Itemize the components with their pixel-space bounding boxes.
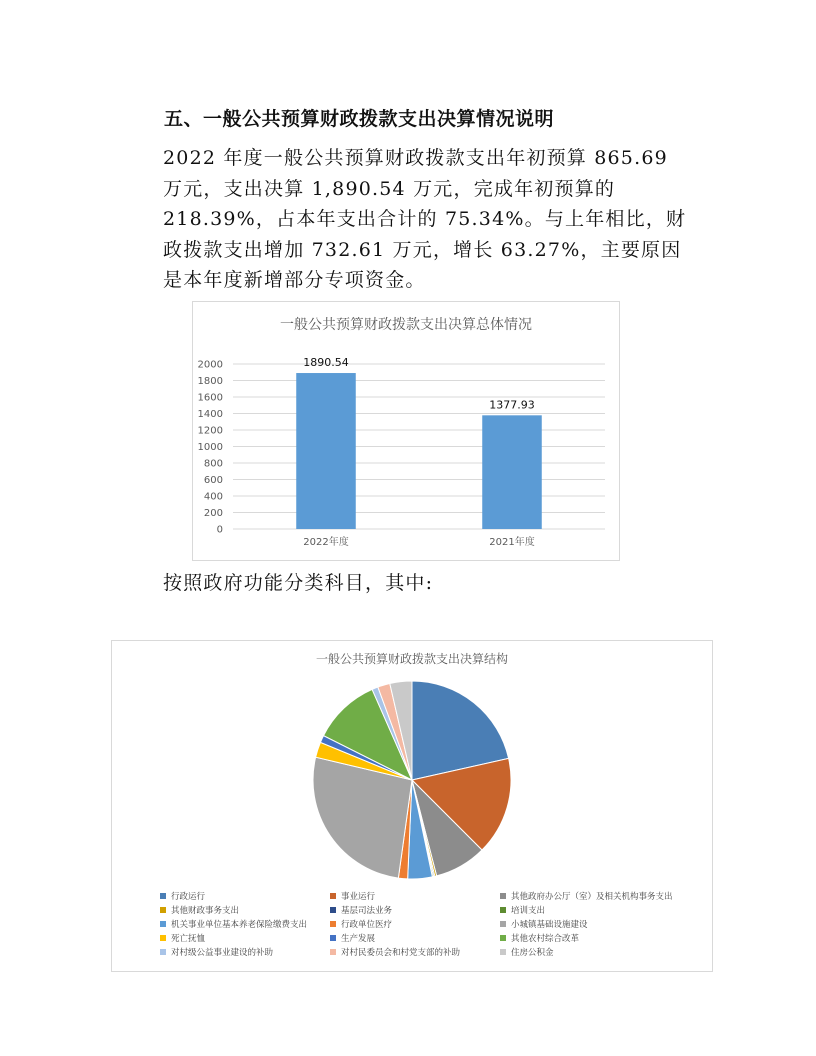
legend-item bbox=[160, 891, 206, 902]
legend-item bbox=[160, 947, 274, 958]
legend-item bbox=[330, 947, 461, 958]
legend-swatch bbox=[330, 949, 336, 955]
legend-item bbox=[160, 933, 206, 944]
bar-chart-title: 一般公共预算财政拨款支出决算总体情况 bbox=[280, 317, 532, 333]
x-tick-label: 2022年度 bbox=[303, 537, 349, 548]
legend-label: 基层司法业务 bbox=[341, 906, 393, 916]
legend-label: 培训支出 bbox=[511, 906, 546, 916]
y-tick-label: 1400 bbox=[197, 409, 223, 420]
paragraph-summary: 2022 年度一般公共预算财政拨款支出年初预算 865.69 万元，支出决算 1,890.54 万元，完成年初预算的 218.39%，占本年支出合计的 75.34%。与上年相比，财政拨款支出增加 732.61 万元，增长 63.27%，主要原因是本年度新增部分专项资金。 bbox=[163, 147, 687, 291]
legend-swatch bbox=[500, 949, 506, 955]
legend-swatch bbox=[500, 921, 506, 927]
y-tick-label: 600 bbox=[203, 475, 223, 486]
y-tick-label: 1000 bbox=[197, 442, 223, 453]
y-tick-label: 400 bbox=[203, 491, 223, 503]
y-tick-label: 800 bbox=[203, 458, 223, 470]
bar-chart bbox=[193, 302, 619, 560]
legend-item bbox=[500, 947, 554, 958]
y-tick-label: 0 bbox=[216, 524, 223, 536]
legend-label: 行政单位医疗 bbox=[341, 920, 393, 930]
x-tick-label: 2021年度 bbox=[489, 537, 535, 548]
legend-label: 对村民委员会和村党支部的补助 bbox=[341, 948, 461, 958]
bar-2 bbox=[482, 415, 542, 529]
legend-swatch bbox=[160, 921, 166, 927]
legend-label: 小城镇基础设施建设 bbox=[511, 920, 588, 930]
legend-label: 其他财政事务支出 bbox=[171, 906, 240, 916]
legend-swatch bbox=[500, 893, 506, 899]
y-tick-label: 1200 bbox=[197, 425, 223, 437]
y-tick-label: 1600 bbox=[197, 392, 223, 404]
legend-label: 对村级公益事业建设的补助 bbox=[171, 948, 274, 958]
bar-1 bbox=[296, 373, 356, 529]
legend-item bbox=[160, 905, 239, 916]
y-tick-label: 200 bbox=[203, 508, 223, 519]
paragraph-classification: 按照政府功能分类科目，其中: bbox=[163, 572, 434, 594]
legend-item bbox=[330, 905, 393, 916]
legend-item bbox=[500, 891, 673, 902]
data-label: 1377.93 bbox=[489, 398, 535, 412]
legend-label: 其他政府办公厅（室）及相关机构事务支出 bbox=[511, 892, 673, 902]
legend-swatch bbox=[330, 921, 336, 927]
legend-label: 事业运行 bbox=[341, 892, 376, 902]
legend-swatch bbox=[330, 893, 336, 899]
legend-swatch bbox=[330, 907, 336, 913]
y-tick-label: 1800 bbox=[197, 376, 223, 387]
legend-item bbox=[330, 933, 376, 944]
legend-swatch bbox=[500, 935, 506, 941]
legend-item bbox=[160, 919, 307, 930]
legend-swatch bbox=[160, 907, 166, 913]
legend-item bbox=[330, 891, 376, 902]
data-label: 1890.54 bbox=[303, 356, 349, 370]
y-tick-label: 2000 bbox=[197, 359, 223, 371]
pie-chart bbox=[112, 641, 712, 971]
legend-item bbox=[500, 933, 580, 944]
legend-swatch bbox=[160, 949, 166, 955]
legend-label: 行政运行 bbox=[171, 892, 206, 902]
legend-label: 住房公积金 bbox=[511, 948, 554, 958]
legend-item bbox=[330, 919, 393, 930]
legend-swatch bbox=[160, 893, 166, 899]
legend-swatch bbox=[330, 935, 336, 941]
legend-label: 其他农村综合改革 bbox=[511, 934, 580, 944]
legend-label: 生产发展 bbox=[341, 934, 376, 944]
section-heading: 五、一般公共预算财政拨款支出决算情况说明 bbox=[164, 108, 555, 130]
pie-chart-title: 一般公共预算财政拨款支出决算结构 bbox=[315, 652, 509, 666]
bar-chart-container bbox=[192, 301, 620, 561]
legend-item bbox=[500, 905, 545, 916]
legend-label: 死亡抚恤 bbox=[171, 934, 206, 944]
legend-item bbox=[500, 919, 588, 930]
legend-label: 机关事业单位基本养老保险缴费支出 bbox=[171, 920, 308, 930]
legend-swatch bbox=[160, 935, 166, 941]
legend-swatch bbox=[500, 907, 506, 913]
pie-chart-container bbox=[111, 640, 713, 972]
